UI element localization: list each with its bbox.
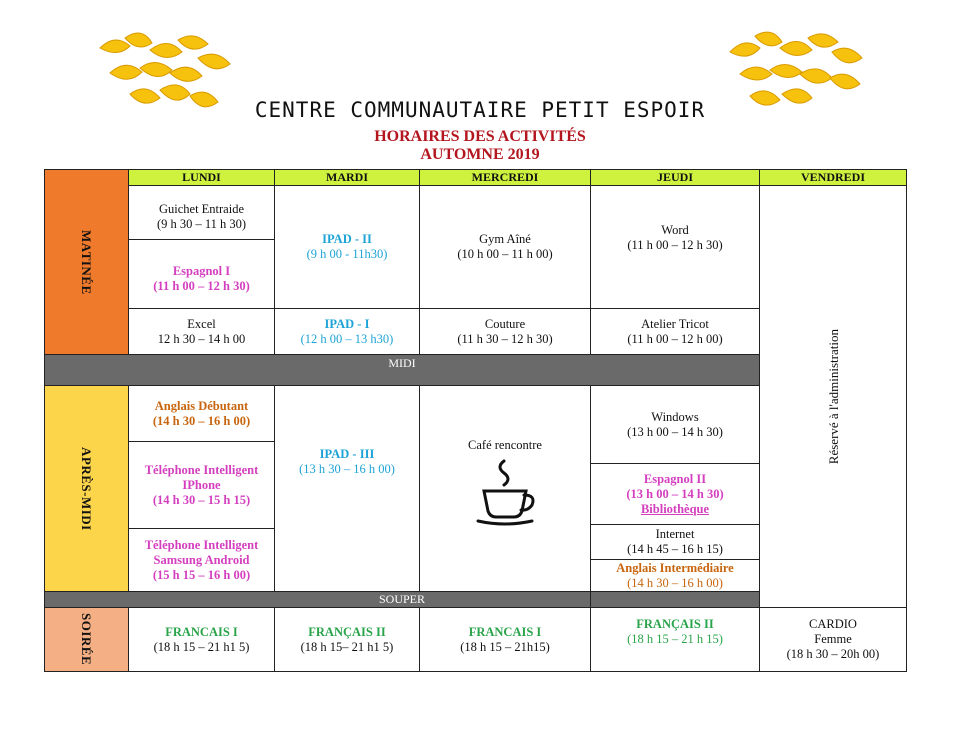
activity-name: Couture <box>484 316 526 331</box>
activity-name: Atelier Tricot <box>641 316 709 331</box>
page-title: CENTRE COMMUNAUTAIRE PETIT ESPOIR <box>254 98 706 122</box>
activity-name: IPAD - III <box>319 446 375 461</box>
activity-time: (11 h 00 – 12 h 30) <box>627 238 723 252</box>
activity-time: (14 h 30 – 16 h 00) <box>152 413 251 428</box>
activity-name: Word <box>661 223 689 237</box>
activity-cell <box>419 607 591 672</box>
activity-name: FRANCAIS I <box>468 624 542 639</box>
activity-place: Bibliothèque <box>640 501 710 516</box>
activity-name-line2: IPhone <box>182 477 221 492</box>
activity-time: (13 h 00 – 14 h 30) <box>627 424 723 439</box>
activity-name: FRANCAIS I <box>165 624 238 639</box>
activity-time: (13 h 30 – 16 h 00) <box>299 461 395 476</box>
friday-reserved-cell <box>759 185 907 608</box>
day-header-wednesday: MERCREDI <box>419 169 591 186</box>
activity-cell <box>590 308 760 355</box>
day-header-friday: VENDREDI <box>759 169 907 186</box>
activity-time: 12 h 30 – 14 h 00 <box>157 331 246 346</box>
activity-name: CARDIO <box>809 617 857 631</box>
activity-time: (18 h 15– 21 h1 5) <box>300 639 394 654</box>
day-header-tuesday: MARDI <box>274 169 420 186</box>
period-afternoon-label: APRÈS-MIDI <box>79 446 94 531</box>
activity-name-line2: Femme <box>814 632 852 646</box>
period-morning-label: MATINÉE <box>79 229 94 295</box>
noon-band <box>44 354 760 386</box>
activity-cell <box>128 185 275 309</box>
activity-name: Téléphone Intelligent <box>144 537 259 552</box>
activity-name: FRANÇAIS II <box>308 624 386 639</box>
activity-time: (18 h 30 – 20h 00) <box>786 647 880 661</box>
activity-name: Internet <box>655 527 695 541</box>
friday-reserved-label: Réservé à l'administration <box>825 328 841 465</box>
activity-name: Anglais Intermédiaire <box>616 560 734 575</box>
activity-cell <box>274 385 420 592</box>
day-header-monday: LUNDI <box>128 169 275 186</box>
activity-name: Anglais Débutant <box>154 398 249 413</box>
activity-cell <box>274 185 420 309</box>
activity-time: (18 h 15 – 21 h1 5) <box>153 639 250 654</box>
noon-band-label: MIDI <box>388 355 416 370</box>
activity-time: (11 h 00 – 12 h 30) <box>153 279 250 293</box>
activity-time: (15 h 15 – 16 h 00) <box>152 567 251 582</box>
activity-time: (14 h 45 – 16 h 15) <box>627 542 723 556</box>
activity-cell <box>419 185 591 309</box>
period-evening <box>44 607 129 672</box>
day-header-thursday: JEUDI <box>590 169 760 186</box>
activity-cell <box>274 308 420 355</box>
activity-time: (10 h 00 – 11 h 00) <box>457 247 553 261</box>
activity-name: Windows <box>651 409 699 424</box>
activity-cell <box>590 524 760 560</box>
activity-time: (18 h 15 – 21 h 15) <box>627 631 723 646</box>
activity-time: (18 h 15 – 21h15) <box>460 639 550 654</box>
activity-cell <box>590 591 760 672</box>
activity-cell <box>128 308 275 355</box>
activity-cell <box>128 385 275 442</box>
activity-time: (13 h 00 – 14 h 30) <box>626 486 724 501</box>
activity-name: IPAD - I <box>324 316 370 331</box>
activity-name: Téléphone Intelligent <box>144 462 259 477</box>
activity-cell <box>759 607 907 672</box>
activity-cell <box>128 441 275 529</box>
period-morning <box>44 169 129 355</box>
activity-cell <box>590 385 760 464</box>
page-subtitle: HORAIRES DES ACTIVITÉS <box>374 128 586 145</box>
activity-name-line2: Samsung Android <box>153 552 250 567</box>
activity-name: Espagnol II <box>643 471 707 486</box>
activity-time: (14 h 30 – 16 h 00) <box>627 575 723 590</box>
activity-name: FRANÇAIS II <box>636 616 714 631</box>
coffee-cup-icon <box>470 457 540 527</box>
activity-time: (11 h 00 – 12 h 00) <box>627 331 723 346</box>
period-evening-label: SOIRÉE <box>79 613 94 666</box>
activity-cell <box>590 559 760 592</box>
activity-name: Guichet Entraide <box>158 202 245 216</box>
activity-time: (9 h 30 – 11 h 30) <box>156 217 247 231</box>
activity-cell <box>590 463 760 525</box>
activity-name: Gym Aîné <box>479 232 531 246</box>
schedule-table <box>44 169 907 672</box>
activity-name: Café rencontre <box>468 438 542 452</box>
activity-name: Excel <box>187 316 216 331</box>
activity-cell <box>128 528 275 592</box>
period-afternoon <box>44 385 129 592</box>
activity-cell <box>128 607 275 672</box>
activity-time: (12 h 00 – 13 h30) <box>300 331 394 346</box>
activity-name: Espagnol I <box>172 264 231 278</box>
activity-name: IPAD - II <box>322 232 372 246</box>
activity-time: (9 h 00 - 11h30) <box>306 247 388 261</box>
activity-cell <box>274 607 420 672</box>
season-label: AUTOMNE 2019 <box>420 146 540 163</box>
activity-time: (14 h 30 – 15 h 15) <box>152 492 251 507</box>
activity-time: (11 h 30 – 12 h 30) <box>457 331 553 346</box>
activity-cell <box>419 385 591 592</box>
activity-cell <box>590 185 760 309</box>
activity-cell <box>419 308 591 355</box>
supper-band-label: SOUPER <box>378 592 425 606</box>
